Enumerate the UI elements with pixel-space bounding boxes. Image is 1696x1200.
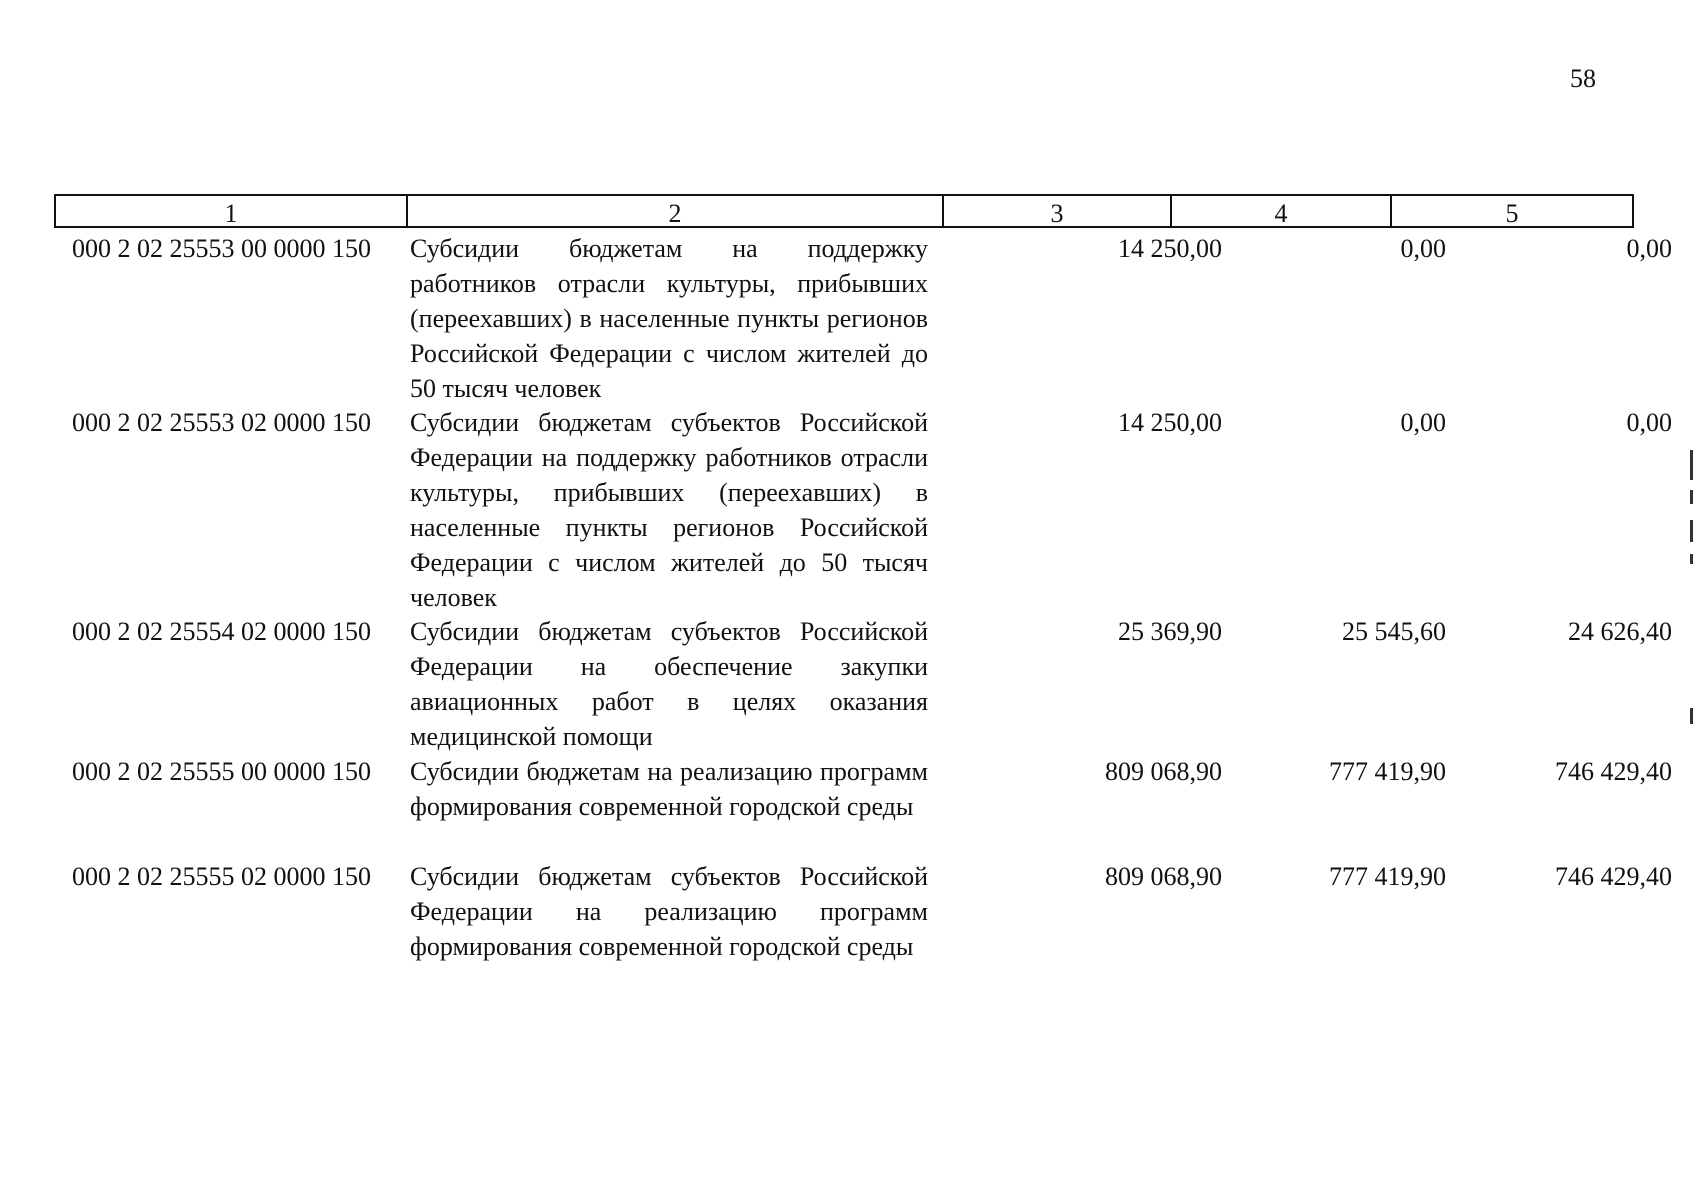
header-col-2: 2 [406, 194, 944, 228]
header-col-1: 1 [54, 194, 408, 228]
row-code: 000 2 02 25555 02 0000 150 [72, 862, 371, 891]
row-name: Субсидии бюджетам субъектов Российской Федерации на поддержку работников отрасли культуры, прибывших (переехавших) в населенные пункты регионов Российской Федерации с числом жителей до 50 тысяч человек [410, 408, 928, 612]
row-value-col5: 0,00 [1626, 234, 1672, 263]
row-value-col4: 777 419,90 [1329, 757, 1446, 786]
row-value-col5: 746 429,40 [1555, 757, 1672, 786]
row-value-col3: 14 250,00 [1118, 234, 1222, 263]
row-value-col3: 14 250,00 [1118, 408, 1222, 437]
row-name: Субсидии бюджетам на реализацию программ формирования современной городской среды [410, 757, 928, 821]
row-code: 000 2 02 25554 02 0000 150 [72, 617, 371, 646]
header-col-3: 3 [942, 194, 1172, 228]
row-value-col5: 0,00 [1626, 408, 1672, 437]
row-code: 000 2 02 25553 02 0000 150 [72, 408, 371, 437]
row-name: Субсидии бюджетам субъектов Российской Федерации на обеспечение закупки авиационных работ в целях оказания медицинской помощи [410, 617, 928, 751]
row-value-col4: 25 545,60 [1342, 617, 1446, 646]
row-value-col3: 809 068,90 [1105, 757, 1222, 786]
row-value-col4: 0,00 [1400, 408, 1446, 437]
scan-edge-marks [1690, 450, 1693, 730]
header-col-4: 4 [1170, 194, 1392, 228]
row-value-col3: 25 369,90 [1118, 617, 1222, 646]
row-value-col5: 24 626,40 [1568, 617, 1672, 646]
header-col-5: 5 [1390, 194, 1634, 228]
row-name: Субсидии бюджетам на поддержку работников отрасли культуры, прибывших (переехавших) в населенные пункты регионов Российской Федерации с числом жителей до 50 тысяч человек [410, 234, 928, 403]
page-number: 58 [1570, 64, 1596, 93]
row-name: Субсидии бюджетам субъектов Российской Федерации на реализацию программ формирования современной городской среды [410, 862, 928, 961]
row-code: 000 2 02 25555 00 0000 150 [72, 757, 371, 786]
row-value-col3: 809 068,90 [1105, 862, 1222, 891]
row-code: 000 2 02 25553 00 0000 150 [72, 234, 371, 263]
row-value-col5: 746 429,40 [1555, 862, 1672, 891]
row-value-col4: 0,00 [1400, 234, 1446, 263]
row-value-col4: 777 419,90 [1329, 862, 1446, 891]
